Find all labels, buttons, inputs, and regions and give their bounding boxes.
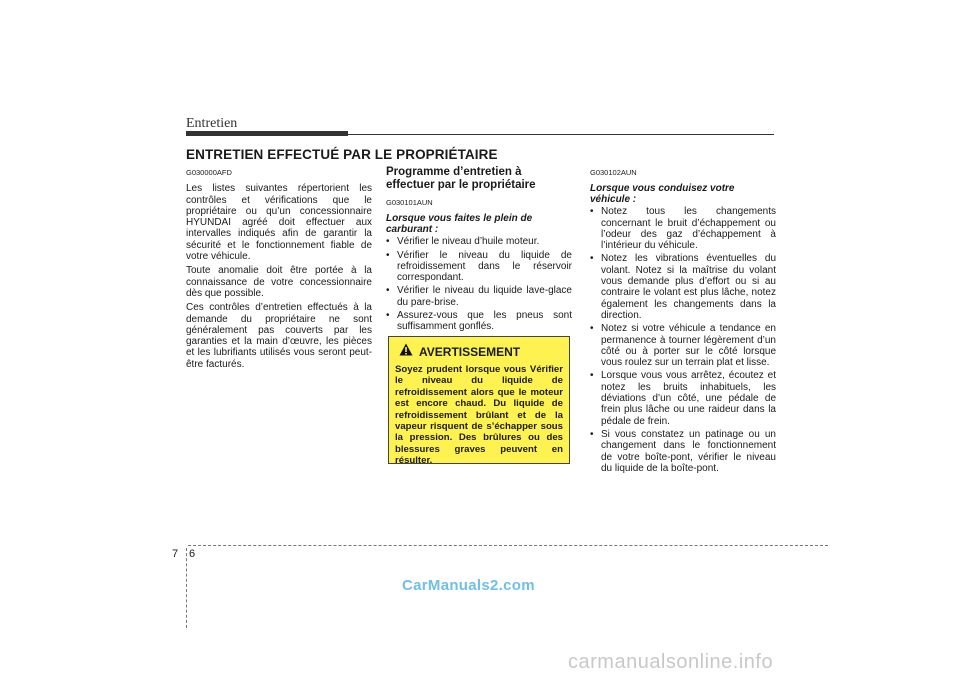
italic-heading: Lorsque vous faites le plein de carburant : [386, 213, 533, 236]
italic-heading: Lorsque vous conduisez votre véhicule : [590, 183, 735, 206]
list-item: • Assurez-vous que les pneus sont suffisamment gonflés. [386, 310, 572, 333]
bullet-list [590, 206, 776, 474]
warning-triangle-icon [399, 343, 413, 361]
paragraph: Toute anomalie doit être portée à la connaissance de votre concessionnaire dès que possible. [186, 265, 372, 299]
footer-divider [186, 548, 187, 628]
column-fuel-checks [386, 166, 572, 335]
doc-code: G030101AUN [386, 198, 433, 207]
doc-code: G030102AUN [590, 168, 637, 177]
list-item: • Notez tous les changements concernant le bruit d’échappement ou l’odeur des gaz d’échappement à l’intérieur du véhicule. [590, 206, 776, 252]
footer-rule [188, 545, 828, 546]
list-item: • Vérifier le niveau d’huile moteur. [386, 236, 540, 248]
watermark-link[interactable]: CarManuals2.com [402, 577, 535, 594]
warning-text: Soyez prudent lorsque vous Vérifier le niveau du liquide de refroidissement alors que le moteur est encore chaud. Du liquide de refroidissement brûlant et de la vapeur risquent de s’échapper sous la pression. Des brûlures ou des blessures graves peuvent en résulter. [395, 364, 563, 467]
list-item: • Vérifier le niveau du liquide lave-glace du pare-brise. [386, 285, 572, 308]
warning-box [388, 336, 570, 467]
warning-title: AVERTISSEMENT [419, 345, 521, 359]
list-item: • Lorsque vous vous arrêtez, écoutez et notez les bruits inhabituels, les déviations d’un côté, une pédale de frein plus lâche ou une raideur dans la pédale de frein. [590, 370, 776, 427]
bullet-list [386, 236, 572, 332]
page-title: ENTRETIEN EFFECTUÉ PAR LE PROPRIÉTAIRE [186, 147, 498, 162]
column-intro [186, 167, 372, 373]
column-driving-checks [590, 167, 776, 476]
page-number: 6 [189, 548, 196, 560]
section-label: Entretien [186, 116, 238, 131]
paragraph: Ces contrôles d’entretien effectués à la demande du propriétaire ne sont généralement pas couverts par les garanties et la main d’œuvre, les pièces et les lubrifiants utilisés vous seront peut-être facturés. [186, 302, 372, 370]
chapter-number: 7 [172, 548, 179, 560]
paragraph: Les listes suivantes répertorient les contrôles et vérifications que le propriétaire ou qu’un concessionnaire HYUNDAI agréé doit effectuer aux intervalles indiqués afin de garantir la sécurité et le fonctionnement fiable de votre véhicule. [186, 183, 372, 263]
subheading: Programme d’entretien à effectuer par le propriétaire [386, 166, 536, 191]
doc-code: G030000AFD [186, 168, 232, 177]
list-item: • Si vous constatez un patinage ou un changement dans le fonctionnement de votre boîte-pont, vérifier le niveau du liquide de la boîte-pont. [590, 428, 776, 474]
watermark-site: carmanualsonline.info [568, 651, 774, 673]
list-item: • Notez si votre véhicule a tendance en permanence à tourner légèrement d’un côté ou à porter sur le côté lorsque vous roulez sur un terrain plat et lisse. [590, 323, 776, 369]
header-rule-thick [186, 131, 348, 136]
list-item: • Notez les vibrations éventuelles du volant. Notez si la maîtrise du volant vous demande plus d’effort ou si au contraire le volant est plus lâche, notez également les changements dans la direction. [590, 253, 776, 321]
list-item: • Vérifier le niveau du liquide de refroidissement dans le réservoir correspondant. [386, 249, 572, 284]
header-rule-thin [348, 134, 774, 135]
